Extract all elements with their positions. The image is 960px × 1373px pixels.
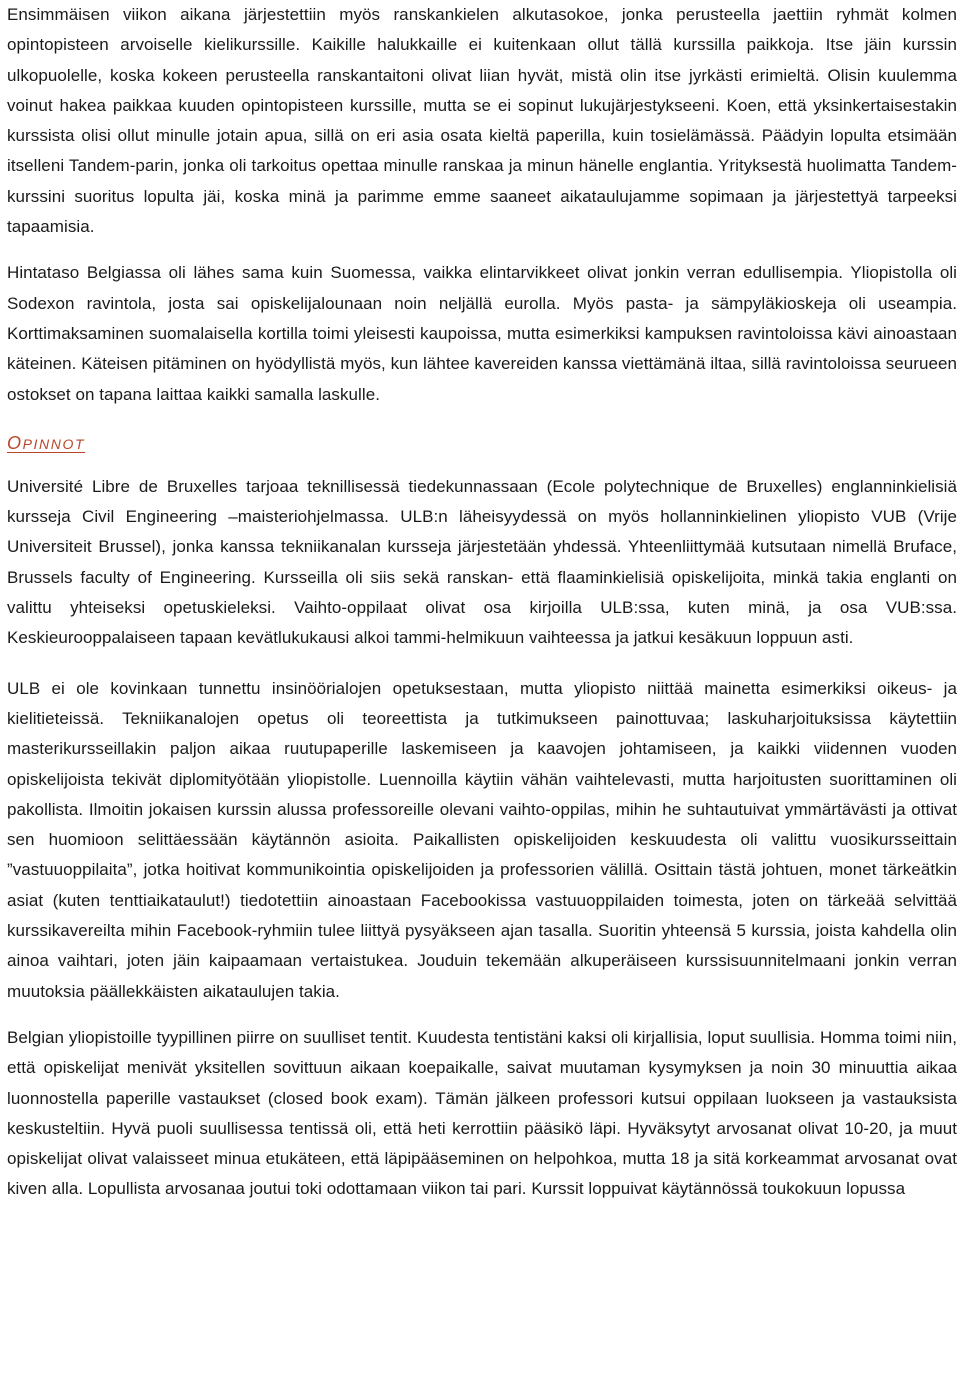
paragraph-language-course: Ensimmäisen viikon aikana järjestettiin myös ranskankielen alkutasokoe, jonka perusteella jaettiin ryhmät kolmen opintopisteen arvoiselle kielikurssille. Kaikille halukkaille ei kuitenkaan ollut tällä kurssilla paikkoja. Itse jäin kurssin ulkopuolelle, koska kokeen perusteella ranskantaitoni olivat liian hyvät, mistä olin itse jyrkästi erimieltä. Olisin kuulemma voinut hakea paikkaa kuuden opintopisteen kurssille, mutta se ei sopinut lukujärjestykseeni. Koen, että yksinkertaisestakin kurssista olisi ollut minulle jotain apua, sillä on eri asia osata kieltä paperilla, kuin tosielämässä. Päädyin lopulta etsimään itselleni Tandem-parin, jonka oli tarkoitus opettaa minulle ranskaa ja minun hänelle englantia. Yrityksestä huolimatta Tandem-kurssini suoritus lopulta jäi, koska minä ja parimme emme saaneet aikataulujamme sopimaan ja järjestettyä tarpeeksi tapaamisia. — [7, 5, 957, 237]
section-heading-opinnot — [7, 428, 957, 458]
paragraph-university-intro: Université Libre de Bruxelles tarjoaa teknillisessä tiedekunnassaan (Ecole polytechnique de Bruxelles) englanninkielisiä kursseja Civil Engineering –maisteriohjelmassa. ULB:n läheisyydessä on myös hollanninkielinen yliopisto VUB (Vrije Universiteit Brussel), jonka kanssa tekniikanalan kursseja järjestetään yhdessä. Yhteenliittymää kutsutaan nimellä Bruface, Brussels faculty of Engineering. Kursseilla oli siis sekä ranskan- että flaaminkielisiä opiskelijoita, minkä takia englanti on valittu yhteiseksi opetuskieleksi. Vaihto-oppilaat olivat osa kirjoilla ULB:ssa, kuten minä, ja osa VUB:ssa. Keskieurooppalaiseen tapaan kevätlukukausi alkoi tammi-helmikuun vaihteessa ja jatkui kesäkuun loppuun asti. — [7, 476, 957, 648]
paragraph-teaching: ULB ei ole kovinkaan tunnettu insinöörialojen opetuksestaan, mutta yliopisto niittää mainetta esimerkiksi oikeus- ja kielitieteissä. Tekniikanalojen opetus oli teoreettista ja tutkimukseen painottuvaa; laskuharjoituksissa käytettiin masterikursseillakin paljon aikaa ruutupaperille laskemiseen ja kaavojen johtamiseen, ja kaikki viidennen vuoden opiskelijoista tekivät diplomityötään yliopistolle. Luennoilla käytiin vähän vaihtelevasti, mutta harjoitusten suorittaminen oli pakollista. Ilmoitin jokaisen kurssin alussa professoreille olevani vaihto-oppilas, mihin he suhtautuivat ymmärtävästi ja ottivat sen huomioon selittäessään käytännön asioita. Paikallisten opiskelijoiden keskuudesta oli valittu vuosikursseittain ”vastuuoppilaita”, jotka hoitivat kommunikointia opiskelijoiden ja professorien välillä. Osittain tästä johtuen, monet tärkeätkin asiat (kuten tenttiaikataulut!) tiedotettiin ainoastaan Facebookissa vastuuoppilaiden toimesta, joten on tärkeää selvittää kurssikavereilta mihin Facebook-ryhmiin tulee liittyä pysyäkseen ajan tasalla. Suoritin yhteensä 5 kurssia, joista kahdella olin ainoa vaihtari, joten jäin kaipaamaan vertaistukea. Jouduin tekemään alkuperäiseen kurssisuunnitelmaani jonkin verran muutoksia päällekkäisten aikataulujen takia. — [7, 678, 957, 1001]
heading-initial: O — [7, 432, 23, 453]
heading-rest: PINNOT — [22, 435, 86, 452]
paragraph-cost-of-living: Hintataso Belgiassa oli lähes sama kuin Suomessa, vaikka elintarvikkeet olivat jonkin verran edullisempia. Yliopistolla oli Sodexon ravintola, josta sai opiskelijalounaan noin neljällä eurolla. Myös pasta- ja sämpyläkioskeja oli useampia. Korttimaksaminen suomalaisella kortilla toimi yleisesti kaupoissa, mutta esimerkiksi kampuksen ravintoloissa kävi ainoastaan käteinen. Käteisen pitäminen on hyödyllistä myös, kun lähtee kavereiden kanssa viettämänä iltaa, sillä ravintoloissa seurueen ostokset on tapana laittaa kaikki samalla laskulle. — [7, 263, 957, 404]
paragraph-exams: Belgian yliopistoille tyypillinen piirre on suulliset tentit. Kuudesta tentistäni kaksi oli kirjallisia, loput suullisia. Homma toimi niin, että opiskelijat menivät yksitellen sovittuun aikaan koepaikalle, saivat muutaman kysymyksen ja noin 30 minuuttia aikaa luonnostella paperille vastaukset (closed book exam). Tämän jälkeen professori kutsui oppilaan luokseen ja vastauksista keskusteltiin. Hyvä puoli suullisessa tentissä oli, että heti kerrottiin pääsikö läpi. Hyväksytyt arvosanat olivat 10-20, ja muut opiskelijat olivat valaisseet minua etukäteen, että läpipääseminen on helpohkoa, mutta 18 ja sitä korkeammat arvosanat ovat kiven alla. Lopullista arvosanaa joutui toki odottamaan viikon tai pari. Kurssit loppuivat käytännössä toukokuun lopussa — [7, 1027, 957, 1199]
document-page — [7, 0, 957, 1205]
